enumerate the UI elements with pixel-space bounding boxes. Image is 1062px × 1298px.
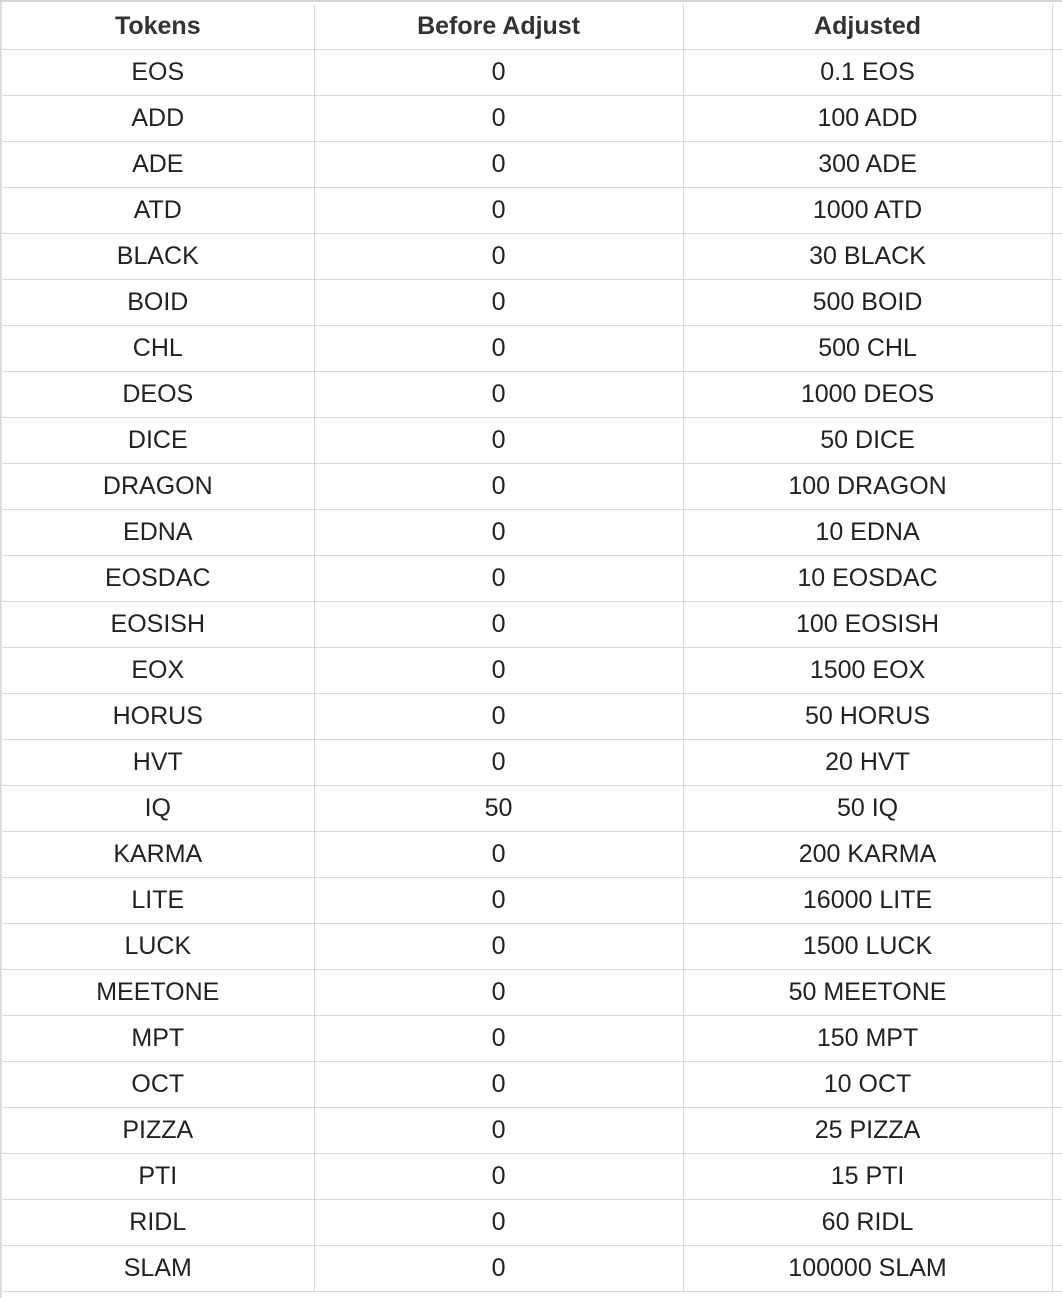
- before-adjust-cell[interactable]: 0: [314, 970, 683, 1016]
- token-cell[interactable]: EOX: [2, 648, 314, 694]
- adjusted-cell[interactable]: 10 EDNA: [683, 510, 1052, 556]
- before-adjust-cell[interactable]: 0: [314, 1246, 683, 1292]
- empty-cell[interactable]: [1052, 4, 1062, 50]
- before-adjust-cell[interactable]: 0: [314, 1108, 683, 1154]
- adjusted-cell[interactable]: 30 BLACK: [683, 234, 1052, 280]
- empty-cell[interactable]: [1052, 280, 1062, 326]
- adjusted-cell[interactable]: 25 PIZZA: [683, 1108, 1052, 1154]
- before-adjust-cell[interactable]: 0: [314, 556, 683, 602]
- token-cell[interactable]: IQ: [2, 786, 314, 832]
- empty-cell[interactable]: [1052, 694, 1062, 740]
- before-adjust-cell[interactable]: 0: [314, 1062, 683, 1108]
- table-row: [2, 50, 1062, 96]
- table-row: [2, 510, 1062, 556]
- adjusted-cell[interactable]: 1000 ATD: [683, 188, 1052, 234]
- adjusted-cell[interactable]: 150 MPT: [683, 1016, 1052, 1062]
- table-row: [2, 1246, 1062, 1292]
- empty-cell[interactable]: [1052, 326, 1062, 372]
- empty-cell[interactable]: [1052, 96, 1062, 142]
- empty-cell[interactable]: [1052, 510, 1062, 556]
- before-adjust-cell[interactable]: 0: [314, 96, 683, 142]
- token-cell[interactable]: DICE: [2, 418, 314, 464]
- before-adjust-cell[interactable]: 0: [314, 418, 683, 464]
- adjusted-cell[interactable]: 200 KARMA: [683, 832, 1052, 878]
- adjusted-cell[interactable]: 100000 SLAM: [683, 1246, 1052, 1292]
- before-adjust-cell[interactable]: 0: [314, 372, 683, 418]
- empty-cell[interactable]: [1052, 418, 1062, 464]
- table-row: [2, 1062, 1062, 1108]
- table-row: [2, 1200, 1062, 1246]
- empty-cell[interactable]: [1052, 556, 1062, 602]
- adjusted-cell[interactable]: 10 OCT: [683, 1062, 1052, 1108]
- table-row: [2, 1108, 1062, 1154]
- before-adjust-cell[interactable]: 0: [314, 648, 683, 694]
- adjusted-cell[interactable]: 50 HORUS: [683, 694, 1052, 740]
- column-header-before-adjust[interactable]: Before Adjust: [314, 4, 683, 50]
- empty-cell[interactable]: [1052, 970, 1062, 1016]
- table-row: [2, 1016, 1062, 1062]
- table-row: [2, 326, 1062, 372]
- table-row: [2, 418, 1062, 464]
- token-cell[interactable]: KARMA: [2, 832, 314, 878]
- empty-cell[interactable]: [1052, 648, 1062, 694]
- table-row: [2, 832, 1062, 878]
- adjusted-cell[interactable]: 20 HVT: [683, 740, 1052, 786]
- column-header-tokens[interactable]: Tokens: [2, 4, 314, 50]
- empty-cell[interactable]: [1052, 50, 1062, 96]
- table-row: [2, 1154, 1062, 1200]
- empty-cell[interactable]: [1052, 1062, 1062, 1108]
- empty-cell[interactable]: [1052, 878, 1062, 924]
- table-row: [2, 602, 1062, 648]
- adjusted-cell[interactable]: 50 IQ: [683, 786, 1052, 832]
- table-row: [2, 694, 1062, 740]
- token-cell[interactable]: ADD: [2, 96, 314, 142]
- token-table: [2, 4, 1062, 1292]
- before-adjust-cell[interactable]: 0: [314, 924, 683, 970]
- table-row: [2, 924, 1062, 970]
- table-row: [2, 970, 1062, 1016]
- before-adjust-cell[interactable]: 0: [314, 142, 683, 188]
- adjusted-cell[interactable]: 16000 LITE: [683, 878, 1052, 924]
- empty-cell[interactable]: [1052, 1154, 1062, 1200]
- token-cell[interactable]: MPT: [2, 1016, 314, 1062]
- token-cell[interactable]: MEETONE: [2, 970, 314, 1016]
- token-cell[interactable]: CHL: [2, 326, 314, 372]
- token-cell[interactable]: HORUS: [2, 694, 314, 740]
- before-adjust-cell[interactable]: 0: [314, 1200, 683, 1246]
- adjusted-cell[interactable]: 100 DRAGON: [683, 464, 1052, 510]
- header-row: [2, 4, 1062, 50]
- before-adjust-cell[interactable]: 0: [314, 878, 683, 924]
- adjusted-cell[interactable]: 1500 EOX: [683, 648, 1052, 694]
- token-cell[interactable]: EOSISH: [2, 602, 314, 648]
- table-row: [2, 786, 1062, 832]
- token-cell[interactable]: OCT: [2, 1062, 314, 1108]
- before-adjust-cell[interactable]: 0: [314, 602, 683, 648]
- empty-cell[interactable]: [1052, 142, 1062, 188]
- adjusted-cell[interactable]: 10 EOSDAC: [683, 556, 1052, 602]
- empty-cell[interactable]: [1052, 602, 1062, 648]
- table-row: [2, 464, 1062, 510]
- empty-cell[interactable]: [1052, 1200, 1062, 1246]
- token-cell[interactable]: PTI: [2, 1154, 314, 1200]
- adjusted-cell[interactable]: 100 EOSISH: [683, 602, 1052, 648]
- before-adjust-cell[interactable]: 50: [314, 786, 683, 832]
- empty-cell[interactable]: [1052, 924, 1062, 970]
- table-row: [2, 556, 1062, 602]
- before-adjust-cell[interactable]: 0: [314, 510, 683, 556]
- before-adjust-cell[interactable]: 0: [314, 1016, 683, 1062]
- empty-cell[interactable]: [1052, 1246, 1062, 1292]
- empty-cell[interactable]: [1052, 1108, 1062, 1154]
- adjusted-cell[interactable]: 50 DICE: [683, 418, 1052, 464]
- before-adjust-cell[interactable]: 0: [314, 832, 683, 878]
- table-row: [2, 740, 1062, 786]
- token-cell[interactable]: DRAGON: [2, 464, 314, 510]
- table-row: [2, 648, 1062, 694]
- adjusted-cell[interactable]: 15 PTI: [683, 1154, 1052, 1200]
- token-cell[interactable]: LITE: [2, 878, 314, 924]
- token-cell[interactable]: DEOS: [2, 372, 314, 418]
- empty-cell[interactable]: [1052, 464, 1062, 510]
- empty-cell[interactable]: [1052, 234, 1062, 280]
- token-cell[interactable]: EDNA: [2, 510, 314, 556]
- empty-cell[interactable]: [1052, 740, 1062, 786]
- token-cell[interactable]: ATD: [2, 188, 314, 234]
- before-adjust-cell[interactable]: 0: [314, 188, 683, 234]
- before-adjust-cell[interactable]: 0: [314, 50, 683, 96]
- table-row: [2, 372, 1062, 418]
- adjusted-cell[interactable]: 300 ADE: [683, 142, 1052, 188]
- before-adjust-cell[interactable]: 0: [314, 464, 683, 510]
- empty-cell[interactable]: [1052, 372, 1062, 418]
- before-adjust-cell[interactable]: 0: [314, 234, 683, 280]
- token-cell[interactable]: EOS: [2, 50, 314, 96]
- before-adjust-cell[interactable]: 0: [314, 1154, 683, 1200]
- token-cell[interactable]: ADE: [2, 142, 314, 188]
- adjusted-cell[interactable]: 500 CHL: [683, 326, 1052, 372]
- token-cell[interactable]: RIDL: [2, 1200, 314, 1246]
- adjusted-cell[interactable]: 60 RIDL: [683, 1200, 1052, 1246]
- adjusted-cell[interactable]: 1500 LUCK: [683, 924, 1052, 970]
- before-adjust-cell[interactable]: 0: [314, 326, 683, 372]
- before-adjust-cell[interactable]: 0: [314, 280, 683, 326]
- table-row: [2, 142, 1062, 188]
- adjusted-cell[interactable]: 0.1 EOS: [683, 50, 1052, 96]
- table-row: [2, 280, 1062, 326]
- empty-cell[interactable]: [1052, 832, 1062, 878]
- table-body: [2, 50, 1062, 1292]
- before-adjust-cell[interactable]: 0: [314, 740, 683, 786]
- empty-cell[interactable]: [1052, 188, 1062, 234]
- token-cell[interactable]: SLAM: [2, 1246, 314, 1292]
- table-row: [2, 234, 1062, 280]
- adjusted-cell[interactable]: 500 BOID: [683, 280, 1052, 326]
- adjusted-cell[interactable]: 1000 DEOS: [683, 372, 1052, 418]
- empty-cell[interactable]: [1052, 786, 1062, 832]
- table-row: [2, 878, 1062, 924]
- adjusted-cell[interactable]: 100 ADD: [683, 96, 1052, 142]
- column-header-adjusted[interactable]: Adjusted: [683, 4, 1052, 50]
- before-adjust-cell[interactable]: 0: [314, 694, 683, 740]
- adjusted-cell[interactable]: 50 MEETONE: [683, 970, 1052, 1016]
- empty-cell[interactable]: [1052, 1016, 1062, 1062]
- token-cell[interactable]: PIZZA: [2, 1108, 314, 1154]
- token-cell[interactable]: EOSDAC: [2, 556, 314, 602]
- token-cell[interactable]: LUCK: [2, 924, 314, 970]
- table-row: [2, 188, 1062, 234]
- token-cell[interactable]: BLACK: [2, 234, 314, 280]
- token-cell[interactable]: BOID: [2, 280, 314, 326]
- token-cell[interactable]: HVT: [2, 740, 314, 786]
- table-row: [2, 96, 1062, 142]
